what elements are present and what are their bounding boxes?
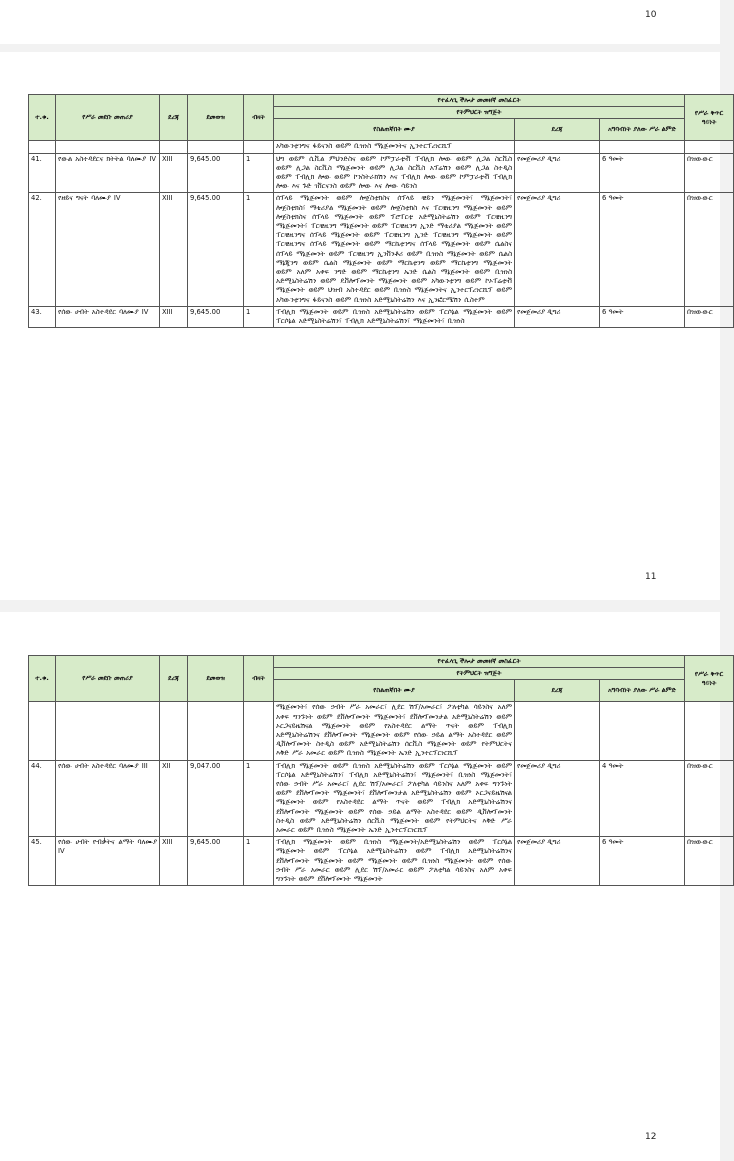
col-header-no: ተ.ቁ. — [29, 656, 56, 702]
row-number: 43. — [29, 306, 56, 327]
col-header-no: ተ.ቁ. — [29, 95, 56, 141]
vacancy-count: 1 — [244, 153, 274, 193]
job-title: የዘይና ግናት ባለሙያ IV — [56, 193, 160, 306]
vacancy-count: 1 — [244, 193, 274, 306]
col-header-vacancy: ብዛት — [244, 656, 274, 702]
table-row — [29, 141, 734, 153]
vacancy-count: 1 — [244, 306, 274, 327]
vacancy-count: 1 — [244, 837, 274, 886]
education-level: የመጀመሪያ ዲግሪ — [515, 306, 600, 327]
education-level: የመጀመሪያ ዲግሪ — [515, 153, 600, 193]
vacancy-table — [28, 94, 734, 328]
grade: XIII — [160, 153, 188, 193]
salary: 9,645.00 — [188, 837, 244, 886]
table-row — [29, 760, 734, 837]
education-level: የመጀመሪያ ዲግሪ — [515, 193, 600, 306]
grade: XIII — [160, 837, 188, 886]
page-10 — [0, 0, 720, 44]
job-title: የሰው ሀብት የብቃትና ልማት ባለሙያ IV — [56, 837, 160, 886]
col-header-min-req: የተፈላጊ ችሎታ መመዘኛ መስፈርት — [274, 95, 685, 107]
experience: 6 ዓመት — [600, 153, 685, 193]
col-header-min-req: የተፈላጊ ችሎታ መመዘኛ መስፈርት — [274, 656, 685, 668]
education-field: ሰፕላይ ማኔጅመንት ወይም ሎጀስቲክስና ሰፕላይ ቼይን ማኔጅመንት፣ ማኔጅመንት፣ ሎጀስቲክስ፣ ማቴሪያል ማኔጅመንት ወይም ሎጀስቲክስ እና ፐርቼዚንግ ማኔጅመንት ወይም ሎጀስቲክስና ሰፕላይ ማኔጅመንት ወይም ፕሮፐርቲ አድሚኒስትሬሽን ወይም ፐርቼዚንግ ማኔጅመንት፣ ፐርቼዚንግ ማኔጅመንት ወይም ፐርቼዚንግ ኢንድ ማቴሪያል ማኔጅመንት ወይም ፐርቼዚንግና ሰፕላይ ማኔጅመንት ወይም ፐርቼዚንግ ኢንድ ፐርቼዚንግ ማኔጅመንት ወይም ፐርቼዚንግና ሰፕላይ ማኔጅመንት ወይም ማርኬቲንግና ሰፕላይ ማኔጅመንት ወይም ሴልስና ሰፕላይ ማኔጅመንት ወይም ፐርቼዚንግ ኢንቨንቶሪ ወይም ቢዝነስ ማኔጅመንት ወይም ሴልስ ማኔጂንግ ወይም ሴልስ ማኔጅመንት ወይም ማርኬቲንግ ወይም ማርኬቲንግ ማኔጅመንት ወይም አለም አቀፍ ንግድ ወይም ማርኬቲንግ ኤንድ ሴልስ ማኔጅመንት ወይም ቢዝነስ አድሚኒስትሬሽን ወይም ዴቨሎፕመንት ማኔጅመንት ወይም አካውንቲንግ ወይም ኮኦፐሬቲቭ ማኔጅመንት ወይም ህዝብ አስተዳደር ወይም ቢዝነስ ማኔጅመንትና ኢንተርፕረነርሺፕ ወይም አካውንቲንግና ፋይናንስ ወይም ቢዝነስ አድሚኒስትሬሽን እና ኢንፎርሜሽን ሲስተም — [274, 193, 515, 306]
col-header-field: የስልጠኛበት ሙያ — [274, 119, 515, 141]
page-11 — [0, 52, 724, 600]
employment-type: በዝውውር — [685, 760, 734, 837]
col-header-education: የትምህርት ዝግጅት — [274, 668, 685, 680]
row-number: 44. — [29, 760, 56, 837]
table-row — [29, 193, 734, 306]
table-row — [29, 702, 734, 760]
col-header-grade: ደረጃ — [160, 656, 188, 702]
col-header-remark: የሥራ ቅጥር ዓይነት — [685, 95, 734, 141]
vacancy-table — [28, 655, 734, 886]
grade: XIII — [160, 306, 188, 327]
page-number: 11 — [645, 572, 657, 582]
education-field: ህግ ወይም ሲቪል ምህንድስና ወይም ኮምፓራቲቭ ፐብሊክ ሎው ወይም ሊጋል ስርቪስ ወይም ሊጋል ስርቪስ ማኔጅመንት ወይም ሊጋል ስርቪስ አፕሬሽን ወይም ሊጋል ስተዲስ ወይም ፐብሊክ ሎው ወይም ኮንስትራክሽን እና ፐብሊክ ሎው ወይም ኮምፓራቲቭ ፐብሊክ ሎው እና ጉድ ገቨርናንስ ወይም ሎው እና ሎው ሳይንስ — [274, 153, 515, 193]
education-field: አካውንቲንግና ፋይናንስ ወይም ቢዝነስ ማኔጅመንትና ኢንተርፕረነርሺፕ — [274, 141, 515, 153]
education-field: ፐብሊክ ማኔጅመንት ወይም ቢዝነስ ማኔጅመንት/አድሚኒስትሬሽን ወይም ፐርሶኔል ማኔጅመንት ወይም ፐርሶኔል አድሚኒስትሬሽን ወይም ፐብሊክ አድሚኒስትሬሽንና ደቨሎፕመንት ማኔጅመንት ወይም ማኔጅመንት ወይም ቢዝነስ ማኔጅመንት ወይም የሰው ኃብት ሥራ አመራር ወይም ሊደር ሽፕ/አመራር ወይም ፖለቲካል ሳይንስና አለም አቀፍ ግንኙነት ወይም ደቨሎፕመንት ማኔጅመንት — [274, 837, 515, 886]
col-header-grade: ደረጃ — [160, 95, 188, 141]
row-number: 42. — [29, 193, 56, 306]
col-header-salary: ደመወዝ — [188, 656, 244, 702]
experience: 6 ዓመት — [600, 193, 685, 306]
employment-type: በዝውውር — [685, 153, 734, 193]
col-header-title: የሥራ መደቡ መጠሪያ — [56, 95, 160, 141]
col-header-level: ደረጃ — [515, 680, 600, 702]
page-number: 10 — [645, 10, 657, 20]
vacancy-count: 1 — [244, 760, 274, 837]
col-header-experience: አግባብነት ያለው ሥራ ልምድ — [600, 680, 685, 702]
employment-type: በዝውውር — [685, 306, 734, 327]
col-header-field: የስልጠኛበት ሙያ — [274, 680, 515, 702]
education-field: ፐብሊክ ማኔጅመንት ወይም ቢዝነስ አድሚኒስትሬሽን ወይም ፐርሶኔል ማኔጅመንት ወይም ፐርሶኔል አድሚኒስትሬሽን፣ ፐብሊክ አድሚኒስትሬሽን፣ ማኔጅመንት፣ ቢዝነስ — [274, 306, 515, 327]
table-row — [29, 153, 734, 193]
salary: 9,645.00 — [188, 306, 244, 327]
col-header-experience: አግባብነት ያለው ሥራ ልምድ — [600, 119, 685, 141]
education-level: የመጀመሪያ ዲግሪ — [515, 837, 600, 886]
page-12 — [0, 612, 724, 1161]
employment-type: በዝውውር — [685, 193, 734, 306]
experience: 6 ዓመት — [600, 306, 685, 327]
col-header-vacancy: ብዛት — [244, 95, 274, 141]
table-row — [29, 837, 734, 886]
col-header-salary: ደመወዝ — [188, 95, 244, 141]
grade: XIII — [160, 193, 188, 306]
table-row — [29, 306, 734, 327]
job-title: የሰው ሀብት አስተዳደር ባለሙያ IV — [56, 306, 160, 327]
col-header-education: የትምህርት ዝግጅት — [274, 107, 685, 119]
row-number: 45. — [29, 837, 56, 886]
col-header-remark: የሥራ ቅጥር ዓይነት — [685, 656, 734, 702]
education-field: ፐብሊክ ማኔጅመንት ወይም ቢዝነስ አድሚኒስትሬሽን ወይም ፐርሶኔል ማኔጅመንት ወይም ፐርሶኔል አድሚኒስትሬሽን፣ ፐብሊክ አድሚኒስትሬሽን፣ ማኔጅመንት፣ ቢዝነስ ማኔጅመንት፣ የሰው ኃብት ሥራ አመራር፣ ሊደር ሽፕ/አመራር፣ ፖለቲካል ሳይንስና አለም አቀፍ ግንኙነት ወይም ደቨሎፕመንት ማኔጅመንት፣ ደቨሎፕመንታል አድሚኒስትሬሽን ወይም ኦርጋናይዜሽናል ማኔጅመንት ወይም የአስተዳደር ልማት ጥናት ወይም ፐብሊክ አድሚኒስትሬሽንና ደቨሎፕመንት ማኔጅመንት ወይም የሰው ኃይል ልማት አስተዳደር ወይም ዲቨሎፕመንት ስተዲስ ወይም አድሚኒስትሬሽን ሰርቪስ ማኔጅመንት ወይም የትምህርትና እቅድ ሥራ አመራር ወይም ቢዝነስ ማኔጅመንት ኤንድ ኢንተርፕርነርሺፕ — [274, 760, 515, 837]
page-number: 12 — [645, 1132, 657, 1142]
education-level: የመጀመሪያ ዲግሪ — [515, 760, 600, 837]
salary: 9,645.00 — [188, 193, 244, 306]
employment-type: በዝውውር — [685, 837, 734, 886]
experience: 4 ዓመት — [600, 760, 685, 837]
grade: XII — [160, 760, 188, 837]
experience: 6 ዓመት — [600, 837, 685, 886]
salary: 9,645.00 — [188, 153, 244, 193]
col-header-level: ደረጃ — [515, 119, 600, 141]
salary: 9,047.00 — [188, 760, 244, 837]
job-title: የሰው ሀብት አስተዳደር ባለሙያ III — [56, 760, 160, 837]
col-header-title: የሥራ መደቡ መጠሪያ — [56, 656, 160, 702]
education-field: ማኔጅመንት፣ የሰው ኃብት ሥራ አመራር፣ ሊደር ሽፕ/አመራር፣ ፖለቲካል ሳይንስና አለም አቀፍ ግንኙነት ወይም ደቨሎፕመንት ማኔጅመንት፣ ደቨሎፕመንታል አድሚኒስትሬሽን ወይም ኦርጋናይዜሽናል ማኔጅመንት ወይም የአስተዳደር ልማት ጥናት ወይም ፐብሊክ አድሚኒስትሬሽንና ደቨሎፕመንት ማኔጅመንት ወይም የሰው ኃይል ልማት አስተዳደር ወይም ዲቨሎፕመንት ስተዲስ ወይም አድሚኒስትሬሽን ሰርቪስ ማኔጅመንት ወይም የትምህርትና እቅድ ሥራ አመራር ወይም ቢዝነስ ማኔጅመንት ኤንድ ኢንተርፕርነርሺፕ — [274, 702, 515, 760]
job-title: የውል አስተዳደርና ክትትል ባለሙያ IV — [56, 153, 160, 193]
row-number: 41. — [29, 153, 56, 193]
